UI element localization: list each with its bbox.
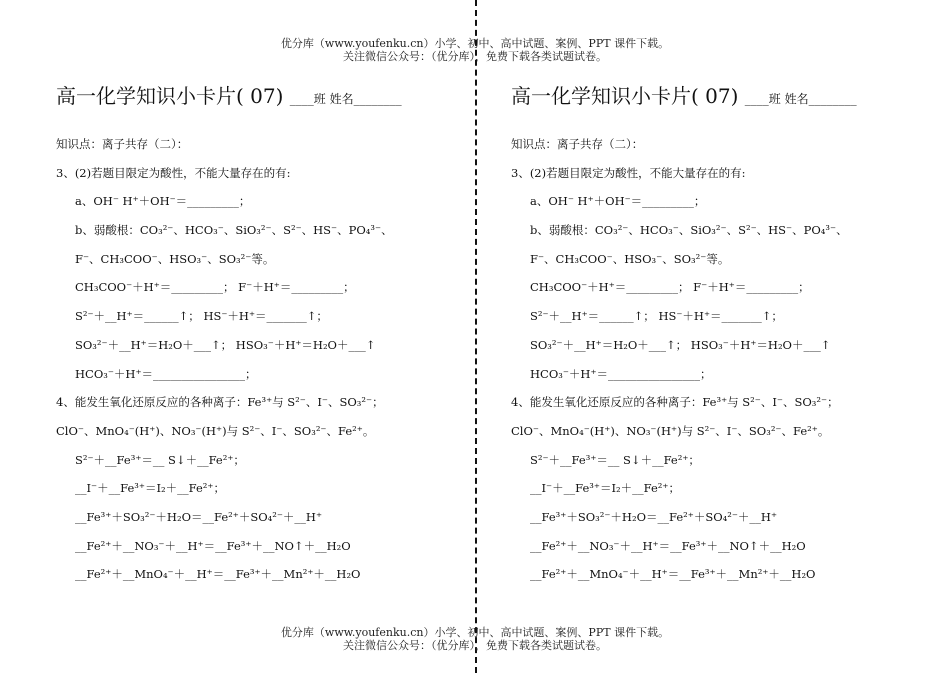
knowledge-card-left: [56, 80, 496, 589]
card-line: __Fe²⁺＋__NO₃⁻＋__H⁺＝__Fe³⁺＋__NO↑＋__H₂O: [530, 538, 806, 553]
card-line: b、弱酸根：CO₃²⁻、HCO₃⁻、SiO₃²⁻、S²⁻、HS⁻、PO₄³⁻、: [530, 223, 848, 238]
card-line: __I⁻＋__Fe³⁺＝I₂＋__Fe²⁺；: [530, 481, 680, 496]
card-title: [511, 80, 950, 112]
card-line: __Fe³⁺＋SO₃²⁻＋H₂O＝__Fe²⁺＋SO₄²⁻＋__H⁺: [530, 509, 778, 524]
card-line: CH₃COO⁻＋H⁺＝_________； F⁻＋H⁺＝_________；: [530, 280, 810, 295]
card-line: 4、能发生氧化还原反应的各种离子：Fe³⁺与 S²⁻、I⁻、SO₃²⁻；: [511, 395, 839, 410]
knowledge-point: 知识点：离子共存（二）：: [56, 137, 189, 151]
knowledge-point: 知识点：离子共存（二）：: [511, 137, 644, 151]
card-line: HCO₃⁻＋H⁺＝________________；: [75, 366, 257, 381]
card-line: S²⁻＋__Fe³⁺＝__ S↓＋__Fe²⁺；: [75, 452, 245, 467]
card-line: ClO⁻、MnO₄⁻(H⁺)、NO₃⁻(H⁺)与 S²⁻、I⁻、SO₃²⁻、Fe²⁺。: [56, 423, 375, 438]
card-line: S²⁻＋__Fe³⁺＝__ S↓＋__Fe²⁺；: [530, 452, 700, 467]
card-title: [56, 80, 496, 112]
card-title-text: 高一化学知识小卡片( 07): [56, 84, 284, 108]
card-title-class-name: ____班 姓名________: [289, 92, 402, 106]
card-line: 3、(2)若题目限定为酸性，不能大量存在的有:: [511, 165, 746, 180]
card-line: HCO₃⁻＋H⁺＝________________；: [530, 366, 712, 381]
card-line: S²⁻＋__H⁺＝______↑； HS⁻＋H⁺＝_______↑；: [530, 309, 783, 324]
card-line: __Fe²⁺＋__MnO₄⁻＋__H⁺＝__Fe³⁺＋__Mn²⁺＋__H₂O: [530, 567, 816, 582]
card-title-text: 高一化学知识小卡片( 07): [511, 84, 739, 108]
card-line: 3、(2)若题目限定为酸性，不能大量存在的有:: [56, 165, 291, 180]
card-line: F⁻、CH₃COO⁻、HSO₃⁻、SO₃²⁻等。: [75, 251, 275, 266]
card-line: __Fe²⁺＋__NO₃⁻＋__H⁺＝__Fe³⁺＋__NO↑＋__H₂O: [75, 538, 351, 553]
knowledge-card-right: [511, 80, 950, 589]
card-title-class-name: ____班 姓名________: [744, 92, 857, 106]
card-line: __I⁻＋__Fe³⁺＝I₂＋__Fe²⁺；: [75, 481, 225, 496]
footer-line-1: 优分库（www.youfenku.cn）小学、初中、高中试题、案例、PPT 课件下载。: [280, 626, 670, 639]
card-line: b、弱酸根：CO₃²⁻、HCO₃⁻、SiO₃²⁻、S²⁻、HS⁻、PO₄³⁻、: [75, 223, 393, 238]
card-line: SO₃²⁻＋__H⁺＝H₂O＋___↑； HSO₃⁻＋H⁺＝H₂O＋___↑: [530, 337, 831, 352]
card-line: F⁻、CH₃COO⁻、HSO₃⁻、SO₃²⁻等。: [530, 251, 730, 266]
card-line: a、OH⁻ H⁺＋OH⁻＝_________；: [530, 194, 706, 209]
card-line: SO₃²⁻＋__H⁺＝H₂O＋___↑； HSO₃⁻＋H⁺＝H₂O＋___↑: [75, 337, 376, 352]
header-line-1: 优分库（www.youfenku.cn）小学、初中、高中试题、案例、PPT 课件下载。: [280, 37, 670, 50]
card-line: S²⁻＋__H⁺＝______↑； HS⁻＋H⁺＝_______↑；: [75, 309, 328, 324]
header-line-2: 关注微信公众号：（优分库），免费下载各类试题试卷。: [343, 50, 607, 63]
card-line: CH₃COO⁻＋H⁺＝_________； F⁻＋H⁺＝_________；: [75, 280, 355, 295]
card-line: a、OH⁻ H⁺＋OH⁻＝_________；: [75, 194, 251, 209]
footer-line-2: 关注微信公众号：（优分库），免费下载各类试题试卷。: [343, 639, 607, 652]
card-line: __Fe³⁺＋SO₃²⁻＋H₂O＝__Fe²⁺＋SO₄²⁻＋__H⁺: [75, 509, 323, 524]
card-line: 4、能发生氧化还原反应的各种离子：Fe³⁺与 S²⁻、I⁻、SO₃²⁻；: [56, 395, 384, 410]
card-line: ClO⁻、MnO₄⁻(H⁺)、NO₃⁻(H⁺)与 S²⁻、I⁻、SO₃²⁻、Fe²⁺。: [511, 423, 830, 438]
card-line: __Fe²⁺＋__MnO₄⁻＋__H⁺＝__Fe³⁺＋__Mn²⁺＋__H₂O: [75, 567, 361, 582]
page-footer: [0, 626, 950, 652]
